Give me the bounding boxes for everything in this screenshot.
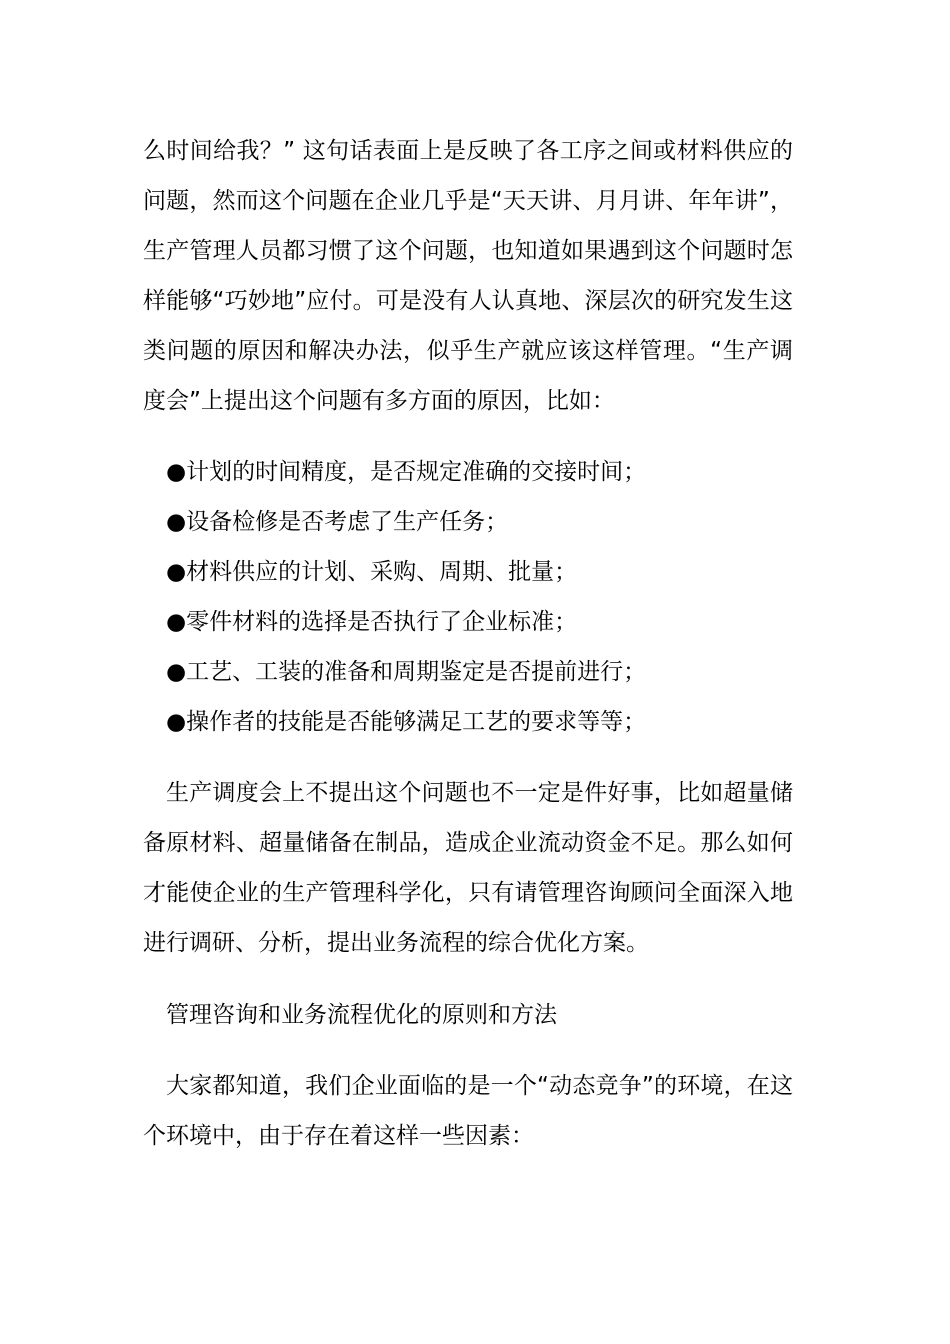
cause-bullet-list xyxy=(166,447,786,747)
paragraph-dynamic-competition: 大家都知道，我们企业面临的是一个“动态竞争”的环境，在这个环境中，由于存在着这样一些因素： xyxy=(143,1073,793,1149)
bullet-item: ●材料供应的计划、采购、周期、批量； xyxy=(166,559,578,585)
section-heading: 管理咨询和业务流程优化的原则和方法 xyxy=(166,1002,557,1028)
bullet-item: ●计划的时间精度，是否规定准确的交接时间； xyxy=(166,459,647,485)
paragraph-production-scheduling: 么时间给我？” 这句话表面上是反映了各工序之间或材料供应的问题，然而这个问题在企业几乎是“天天讲、月月讲、年年讲”，生产管理人员都习惯了这个问题，也知道如果遇到这个问题时怎样能够“巧妙地”应付。可是没有人认真地、深层次的研究发生这类问题的原因和解决办法，似乎生产就应该这样管理。“生产调度会”上提出这个问题有多方面的原因，比如： xyxy=(143,138,793,414)
bullet-item: ●零件材料的选择是否执行了企业标准； xyxy=(166,609,578,635)
bullet-item: ●操作者的技能是否能够满足工艺的要求等等； xyxy=(166,709,647,735)
bullet-item: ●设备检修是否考虑了生产任务； xyxy=(166,509,509,535)
paragraph-scheduling-meeting: 生产调度会上不提出这个问题也不一定是件好事，比如超量储备原材料、超量储备在制品，造成企业流动资金不足。那么如何才能使企业的生产管理科学化，只有请管理咨询顾问全面深入地进行调研、分析，提出业务流程的综合优化方案。 xyxy=(143,780,793,956)
bullet-item: ●工艺、工装的准备和周期鉴定是否提前进行； xyxy=(166,659,647,685)
